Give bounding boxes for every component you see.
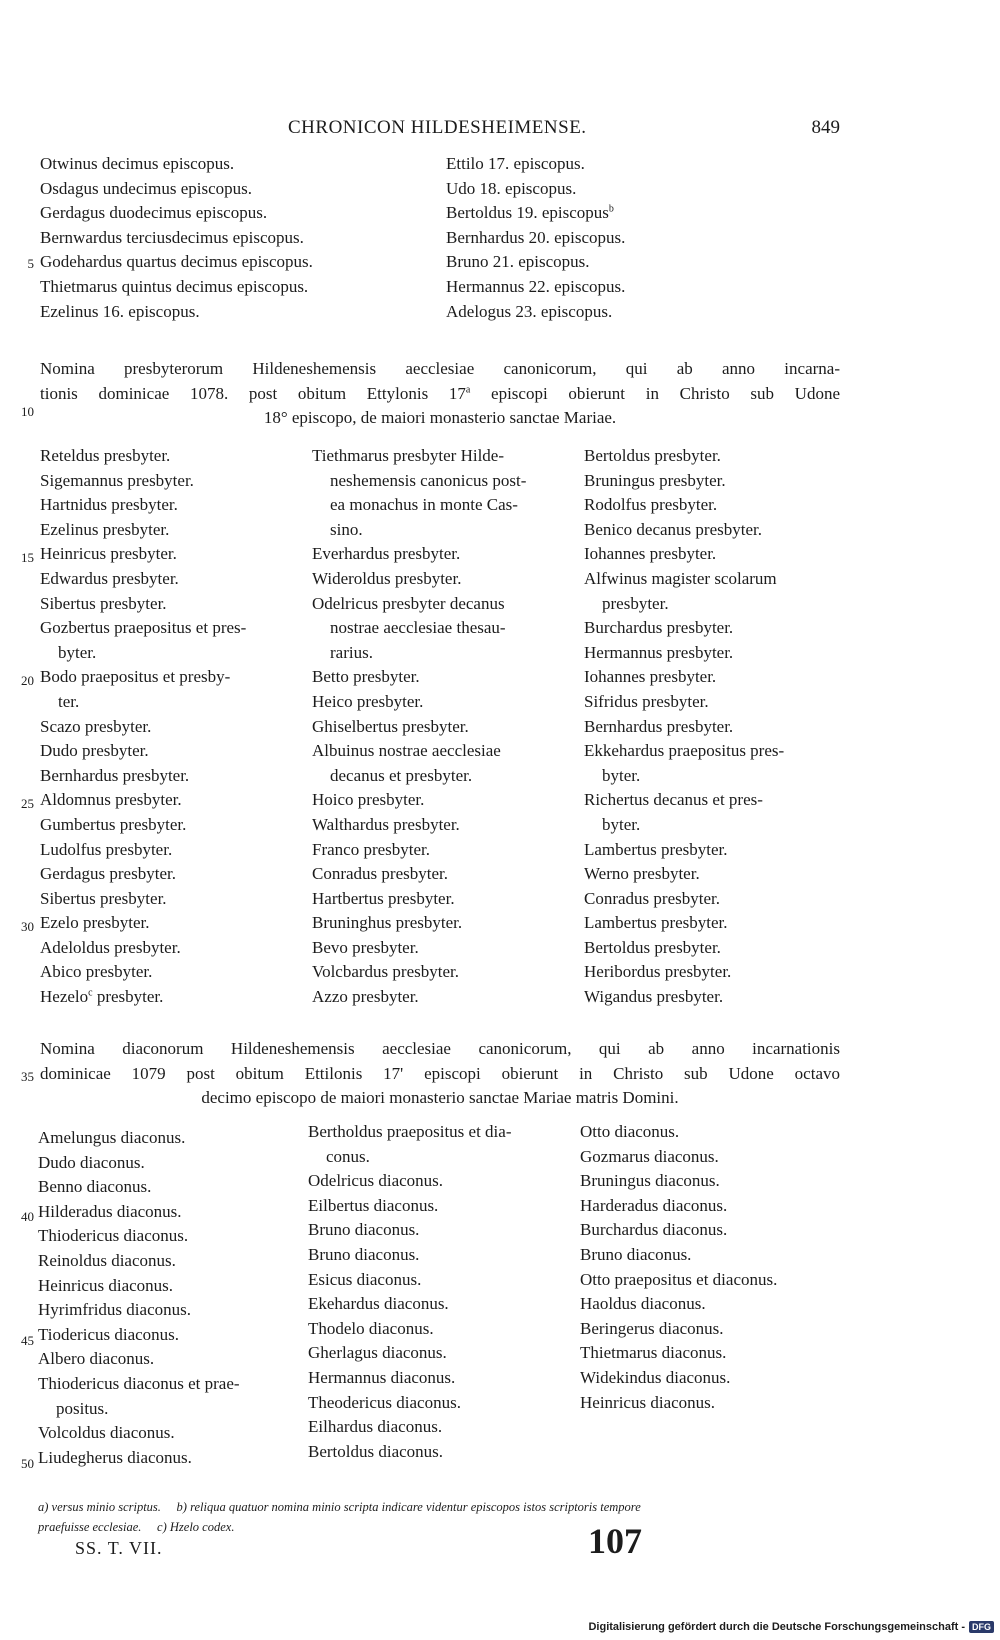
list-item: Bruninghus presbyter.	[312, 913, 463, 933]
list-item: Albero diaconus.	[38, 1349, 155, 1369]
list-item: Eilhardus diaconus.	[308, 1417, 443, 1437]
list-item: Hermannus presbyter.	[584, 642, 734, 662]
list-item: Heinricus diaconus.	[580, 1392, 716, 1412]
list-item: Bertoldus presbyter.	[584, 446, 721, 465]
deacons-column-2	[308, 1120, 512, 1464]
list-item: Tiodericus diaconus.	[38, 1324, 180, 1344]
list-item: Reinoldus diaconus.	[38, 1250, 176, 1270]
list-item: Thodelo diaconus.	[308, 1318, 434, 1338]
list-item: Everhardus presbyter.	[312, 544, 461, 564]
presbyters-column-1	[40, 444, 246, 1010]
line-number: 45	[21, 1333, 34, 1348]
list-item: Harderadus diaconus.	[580, 1195, 728, 1215]
dfg-logo-icon: DFG	[969, 1621, 994, 1633]
line-number: 35	[21, 1069, 34, 1084]
list-item: Betto presbyter.	[312, 667, 420, 687]
list-item: Bruningus diaconus.	[580, 1171, 720, 1191]
line-number: 50	[21, 1456, 34, 1471]
list-item: rarius.	[330, 642, 373, 662]
bishop-entry: Adelogus 23. episcopus.	[446, 301, 613, 321]
list-item: Richertus decanus et pres-	[584, 790, 763, 810]
list-item: Hyrimfridus diaconus.	[38, 1300, 191, 1320]
deacons-heading: Nomina diaconorum Hildeneshemensis aecclesiae canonicorum, qui ab anno incarnationis dominicae 1079 post obitum Ettilonis 17' episcopi obierunt in Christo sub Udone octavo decimo episcopo de maiori monasterio sanctae Mariae matris Domini.	[40, 1039, 840, 1107]
list-item: Otto diaconus.	[580, 1122, 680, 1141]
bishop-entry: Godehardus quartus decimus episcopus.	[40, 252, 313, 272]
list-item: Hilderadus diaconus.	[38, 1201, 182, 1221]
list-item: Tiethmarus presbyter Hilde-	[312, 446, 505, 465]
bishop-entry: Bertoldus 19. episcopus$^b$	[446, 203, 614, 223]
list-item: Heinricus diaconus.	[38, 1275, 174, 1295]
list-item: Thiodericus diaconus et prae-	[38, 1373, 240, 1393]
list-item: Bertoldus diaconus.	[308, 1441, 444, 1461]
bishops-left-column	[40, 152, 313, 324]
list-item: Otto praepositus et diaconus.	[580, 1269, 778, 1289]
list-item: Abico presbyter.	[40, 962, 153, 982]
deacons-column-1	[38, 1126, 240, 1470]
list-item: byter.	[58, 642, 97, 662]
deacons-column-3	[580, 1120, 777, 1415]
list-item: Ezelinus presbyter.	[40, 519, 170, 539]
bishops-right-column	[446, 152, 625, 324]
list-item: Beringerus diaconus.	[580, 1318, 724, 1338]
list-item: Albuinus nostrae aecclesiae	[312, 741, 501, 761]
list-item: Theodericus diaconus.	[308, 1392, 461, 1412]
line-number: 25	[21, 796, 34, 811]
digitization-credit	[588, 1621, 994, 1633]
list-item: Dudo diaconus.	[38, 1152, 145, 1172]
list-item: Bernhardus presbyter.	[584, 716, 734, 736]
list-item: Ekkehardus praepositus pres-	[584, 741, 785, 761]
list-item: ter.	[58, 691, 80, 711]
list-item: Ghiselbertus presbyter.	[312, 716, 469, 736]
list-item: Walthardus presbyter.	[312, 814, 460, 834]
list-item: Bruno diaconus.	[308, 1244, 420, 1264]
bishop-entry: Ezelinus 16. episcopus.	[40, 301, 200, 321]
list-item: Sibertus presbyter.	[40, 593, 167, 613]
list-item: Bruno diaconus.	[308, 1220, 420, 1240]
bishop-entry: Bruno 21. episcopus.	[446, 252, 590, 272]
footnote-line: a) versus minio scriptus. b) reliqua quatuor nomina minio scripta indicare videntur episcopos istos scriptoris tempore	[38, 1500, 641, 1514]
sheet-number: 107	[588, 1521, 642, 1561]
list-item: presbyter.	[602, 593, 669, 613]
bishop-entry: Bernwardus terciusdecimus episcopus.	[40, 227, 304, 247]
list-item: Gerdagus presbyter.	[40, 864, 176, 884]
list-item: Werno presbyter.	[584, 864, 700, 884]
list-item: Bruno diaconus.	[580, 1244, 692, 1264]
list-item: nostrae aecclesiae thesau-	[330, 618, 506, 638]
list-item: Sifridus presbyter.	[584, 691, 709, 711]
list-item: Odelricus diaconus.	[308, 1171, 444, 1191]
line-number: 5	[27, 256, 34, 271]
running-title: CHRONICON HILDESHEIMENSE.	[288, 117, 587, 138]
list-item: Lambertus presbyter.	[584, 913, 728, 933]
list-item: Esicus diaconus.	[308, 1269, 422, 1289]
presbyters-column-3	[584, 444, 784, 1010]
list-item: Bertholdus praepositus et dia-	[308, 1122, 512, 1141]
list-item: Gumbertus presbyter.	[40, 814, 187, 834]
list-item: Adeloldus presbyter.	[40, 937, 181, 957]
line-number: 20	[21, 673, 34, 688]
list-item: Wideroldus presbyter.	[312, 568, 462, 588]
list-item: Gozmarus diaconus.	[580, 1146, 719, 1166]
list-item: Alfwinus magister scolarum	[584, 568, 777, 588]
list-item: Heico presbyter.	[312, 691, 424, 711]
list-item: Aldomnus presbyter.	[40, 790, 182, 810]
list-item: Volcbardus presbyter.	[312, 962, 459, 982]
presbyters-column-2	[312, 444, 526, 1010]
bishop-entry: Thietmarus quintus decimus episcopus.	[40, 276, 309, 296]
list-item: conus.	[326, 1146, 370, 1166]
bishop-entry: Udo 18. episcopus.	[446, 178, 577, 198]
line-number: 30	[21, 919, 34, 934]
list-item: byter.	[602, 814, 641, 834]
list-item: Heribordus presbyter.	[584, 962, 732, 982]
bishop-entry: Hermannus 22. episcopus.	[446, 276, 626, 296]
list-item: Conradus presbyter.	[312, 864, 448, 884]
footnotes	[38, 1497, 848, 1537]
list-item: Widekindus diaconus.	[580, 1367, 731, 1387]
list-item: Iohannes presbyter.	[584, 667, 717, 687]
list-item: Odelricus presbyter decanus	[312, 593, 505, 613]
footnote-marker: a	[465, 383, 471, 395]
page-header	[0, 117, 1000, 143]
list-item: sino.	[330, 519, 363, 539]
list-item: Burchardus diaconus.	[580, 1220, 728, 1240]
line-number: 10	[21, 404, 34, 419]
list-item: Thiodericus diaconus.	[38, 1226, 189, 1246]
line-number: 15	[21, 550, 34, 565]
footnote-marker: b	[608, 203, 614, 215]
list-item: Gherlagus diaconus.	[308, 1343, 447, 1363]
list-item: Ludolfus presbyter.	[40, 839, 173, 859]
list-item: Rodolfus presbyter.	[584, 495, 718, 515]
list-item: Bodo praepositus et presby-	[40, 667, 231, 687]
list-item: Eilbertus diaconus.	[308, 1195, 439, 1215]
footnote-marker: c	[88, 987, 93, 999]
list-item: Bertoldus presbyter.	[584, 937, 721, 957]
list-item: Hoico presbyter.	[312, 790, 425, 810]
list-item: Lambertus presbyter.	[584, 839, 728, 859]
footnote-line: praefuisse ecclesiae. c) Hzelo codex.	[38, 1520, 235, 1534]
list-item: Ezelo presbyter.	[40, 913, 150, 933]
signature-mark: SS. T. VII.	[75, 1538, 163, 1558]
list-item: ea monachus in monte Cas-	[330, 495, 518, 515]
list-item: Amelungus diaconus.	[38, 1128, 186, 1147]
list-item: Gozbertus praepositus et pres-	[40, 618, 247, 638]
list-item: Burchardus presbyter.	[584, 618, 734, 638]
list-item: neshemensis canonicus post-	[330, 470, 527, 490]
list-item: Benico decanus presbyter.	[584, 519, 762, 539]
presbyters-heading: Nomina presbyterorum Hildeneshemensis aecclesiae canonicorum, qui ab anno incarna- tionis dominicae 1078. post obitum Ettylonis 17$^a$ episcopi obierunt in Christo sub Udone 18° episcopo, de maiori monasterio sanctae Mariae.	[40, 359, 841, 427]
list-item: Scazo presbyter.	[40, 716, 152, 736]
list-item: Liudegherus diaconus.	[38, 1447, 192, 1467]
list-item: Bruningus presbyter.	[584, 470, 726, 490]
list-item: Bevo presbyter.	[312, 937, 419, 957]
list-item: Wigandus presbyter.	[584, 987, 724, 1007]
digitization-text: Digitalisierung gefördert durch die Deutsche Forschungsgemeinschaft -	[588, 1621, 965, 1633]
line-number: 40	[21, 1209, 34, 1224]
list-item: Franco presbyter.	[312, 839, 431, 859]
list-item: Sibertus presbyter.	[40, 888, 167, 908]
page-number: 849	[811, 117, 840, 138]
list-item: Heinricus presbyter.	[40, 544, 177, 564]
list-item: Hartnidus presbyter.	[40, 495, 178, 515]
list-item: Ekehardus diaconus.	[308, 1294, 449, 1314]
list-item: Benno diaconus.	[38, 1177, 152, 1197]
list-item: positus.	[56, 1398, 109, 1418]
list-item: Iohannes presbyter.	[584, 544, 717, 564]
list-item: Dudo presbyter.	[40, 741, 149, 761]
bishop-entry: Otwinus decimus episcopus.	[40, 154, 235, 173]
bishop-entry: Bernhardus 20. episcopus.	[446, 227, 626, 247]
list-item: Bernhardus presbyter.	[40, 765, 190, 785]
bishop-entry: Ettilo 17. episcopus.	[446, 154, 585, 173]
list-item: Edwardus presbyter.	[40, 568, 179, 588]
list-item: Conradus presbyter.	[584, 888, 720, 908]
list-item: Azzo presbyter.	[312, 987, 419, 1007]
bishop-entry: Gerdagus duodecimus episcopus.	[40, 203, 268, 223]
list-item: Reteldus presbyter.	[40, 446, 171, 465]
list-item: Volcoldus diaconus.	[38, 1423, 175, 1443]
list-item: Hermannus diaconus.	[308, 1367, 456, 1387]
bishop-entry: Osdagus undecimus episcopus.	[40, 178, 253, 198]
list-item: Haoldus diaconus.	[580, 1294, 706, 1314]
list-item: byter.	[602, 765, 641, 785]
list-item: Hartbertus presbyter.	[312, 888, 455, 908]
list-item: decanus et presbyter.	[330, 765, 473, 785]
list-item: Sigemannus presbyter.	[40, 470, 194, 490]
list-item: Thietmarus diaconus.	[580, 1343, 727, 1363]
list-item: Hezelo$^c$ presbyter.	[40, 987, 164, 1007]
